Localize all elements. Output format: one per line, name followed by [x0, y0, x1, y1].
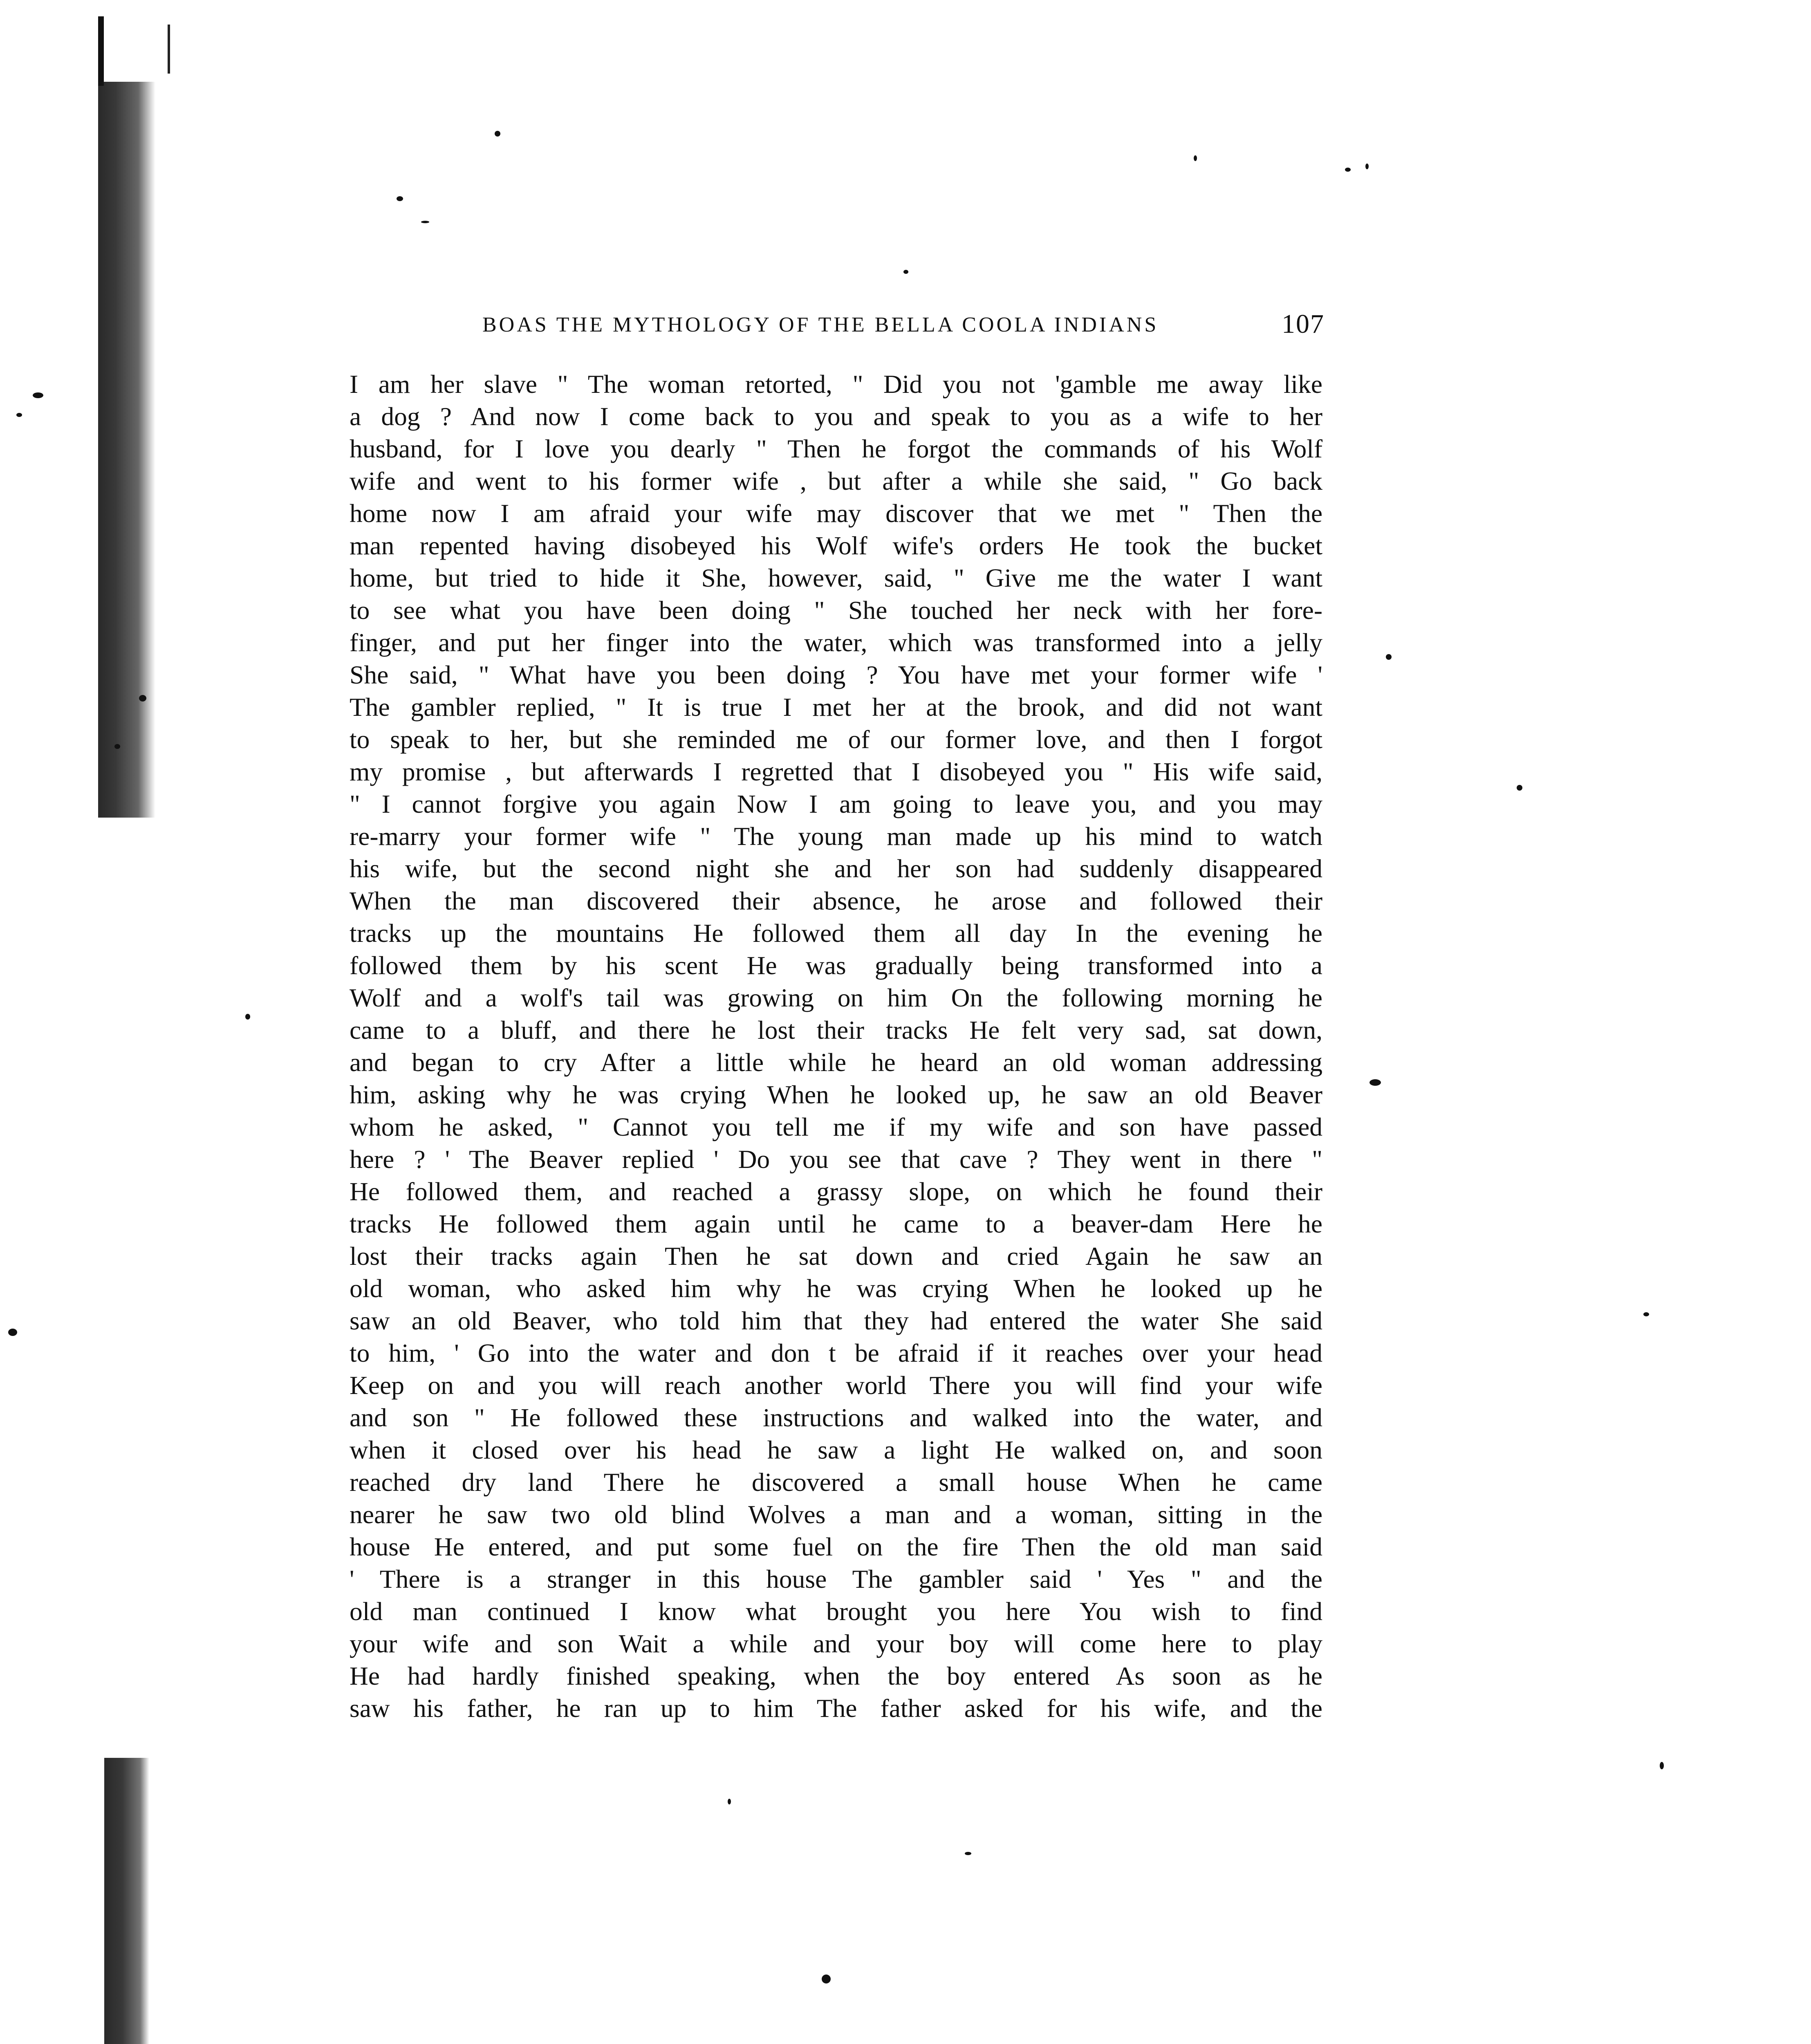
text-line: whom he asked, " Cannot you tell me if my wife and son have passed — [350, 1112, 1322, 1141]
text-line: old woman, who asked him why he was crying When he looked up he — [350, 1274, 1322, 1303]
text-line: ' There is a stranger in this house The gambler said ' Yes " and the — [350, 1564, 1322, 1594]
text-line: house He entered, and put some fuel on the fire Then the old man said — [350, 1532, 1322, 1561]
scan-speckle — [139, 695, 146, 702]
scan-speckle — [1386, 654, 1392, 660]
text-line: here ? ' The Beaver replied ' Do you see that cave ? They went in there " — [350, 1145, 1322, 1174]
scan-speckle — [903, 270, 908, 274]
text-line: him, asking why he was crying When he looked up, he saw an old Beaver — [350, 1080, 1322, 1109]
text-line: his wife, but the second night she and her son had suddenly disappeared — [350, 854, 1322, 883]
binding-edge-mark — [98, 16, 104, 86]
text-line: home, but tried to hide it She, however, said, " Give me the water I want — [350, 563, 1322, 592]
text-line: I am her slave " The woman retorted, " Did you not 'gamble me away like — [350, 370, 1322, 399]
text-line: tracks up the mountains He followed them all day In the evening he — [350, 919, 1322, 948]
text-line: saw an old Beaver, who told him that they had entered the water She said — [350, 1306, 1322, 1335]
text-line: came to a bluff, and there he lost their tracks He felt very sad, sat down, — [350, 1015, 1322, 1044]
scan-speckle — [397, 196, 403, 201]
text-line: finger, and put her finger into the water, which was transformed into a jelly — [350, 628, 1322, 657]
text-line: and began to cry After a little while he heard an old woman addressing — [350, 1048, 1322, 1077]
scan-speckle — [822, 1975, 831, 1983]
scan-speckle — [33, 392, 43, 398]
running-header — [482, 309, 1325, 350]
body-text — [350, 368, 1322, 1724]
text-line: nearer he saw two old blind Wolves a man and a woman, sitting in the — [350, 1500, 1322, 1529]
text-line: " I cannot forgive you again Now I am going to leave you, and you may — [350, 789, 1322, 818]
text-line: reached dry land There he discovered a small house When he came — [350, 1468, 1322, 1497]
scan-speckle — [245, 1014, 250, 1020]
text-line: a dog ? And now I come back to you and speak to you as a wife to her — [350, 402, 1322, 431]
text-line: He followed them, and reached a grassy slope, on which he found their — [350, 1177, 1322, 1206]
text-line: to him, ' Go into the water and don t be afraid if it reaches over your head — [350, 1338, 1322, 1367]
text-line: when it closed over his head he saw a light He walked on, and soon — [350, 1435, 1322, 1464]
text-line: saw his father, he ran up to him The father asked for his wife, and the — [350, 1694, 1322, 1723]
text-line: Keep on and you will reach another world There you will find your wife — [350, 1371, 1322, 1400]
binding-edge-shadow — [104, 1758, 149, 2044]
running-title: BOAS THE MYTHOLOGY OF THE BELLA COOLA INDIANS — [482, 313, 1159, 336]
text-line: to see what you have been doing " She touched her neck with her fore- — [350, 596, 1322, 625]
scan-speckle — [421, 221, 429, 223]
text-line: tracks He followed them again until he came to a beaver-dam Here he — [350, 1209, 1322, 1238]
text-line: followed them by his scent He was gradually being transformed into a — [350, 951, 1322, 980]
text-line: my promise , but afterwards I regretted that I disobeyed you " His wife said, — [350, 757, 1322, 786]
scan-speckle — [1194, 155, 1197, 161]
page-number: 107 — [1282, 309, 1325, 339]
scan-speckle — [1517, 785, 1522, 791]
text-line: re-marry your former wife " The young man made up his mind to watch — [350, 822, 1322, 851]
scan-speckle — [1369, 1079, 1381, 1086]
text-line: your wife and son Wait a while and your boy will come here to play — [350, 1629, 1322, 1658]
text-line: old man continued I know what brought you here You wish to find — [350, 1597, 1322, 1626]
text-line: and son " He followed these instructions and walked into the water, and — [350, 1403, 1322, 1432]
scan-speckle — [1643, 1312, 1649, 1316]
binding-edge-mark — [168, 25, 170, 74]
scan-speckle — [16, 413, 22, 417]
text-line: She said, " What have you been doing ? You have met your former wife ' — [350, 660, 1322, 689]
text-line: He had hardly finished speaking, when the boy entered As soon as he — [350, 1661, 1322, 1690]
scan-speckle — [1365, 164, 1369, 169]
text-line: man repented having disobeyed his Wolf wife's orders He took the bucket — [350, 531, 1322, 560]
text-line: home now I am afraid your wife may discover that we met " Then the — [350, 499, 1322, 528]
scan-speckle — [114, 744, 120, 749]
text-line: The gambler replied, " It is true I met her at the brook, and did not want — [350, 693, 1322, 722]
scan-speckle — [495, 131, 500, 137]
binding-edge-shadow — [98, 82, 155, 818]
text-line: husband, for I love you dearly " Then he forgot the commands of his Wolf — [350, 434, 1322, 463]
text-line: lost their tracks again Then he sat down and cried Again he saw an — [350, 1242, 1322, 1271]
text-line: Wolf and a wolf's tail was growing on him On the following morning he — [350, 983, 1322, 1012]
scan-speckle — [1345, 168, 1351, 172]
scan-speckle — [8, 1329, 17, 1336]
text-line: When the man discovered their absence, he arose and followed their — [350, 886, 1322, 915]
text-line: wife and went to his former wife , but after a while she said, " Go back — [350, 466, 1322, 495]
text-line: to speak to her, but she reminded me of our former love, and then I forgot — [350, 725, 1322, 754]
scan-speckle — [1660, 1762, 1664, 1769]
scan-speckle — [728, 1799, 731, 1804]
scan-speckle — [965, 1852, 971, 1855]
